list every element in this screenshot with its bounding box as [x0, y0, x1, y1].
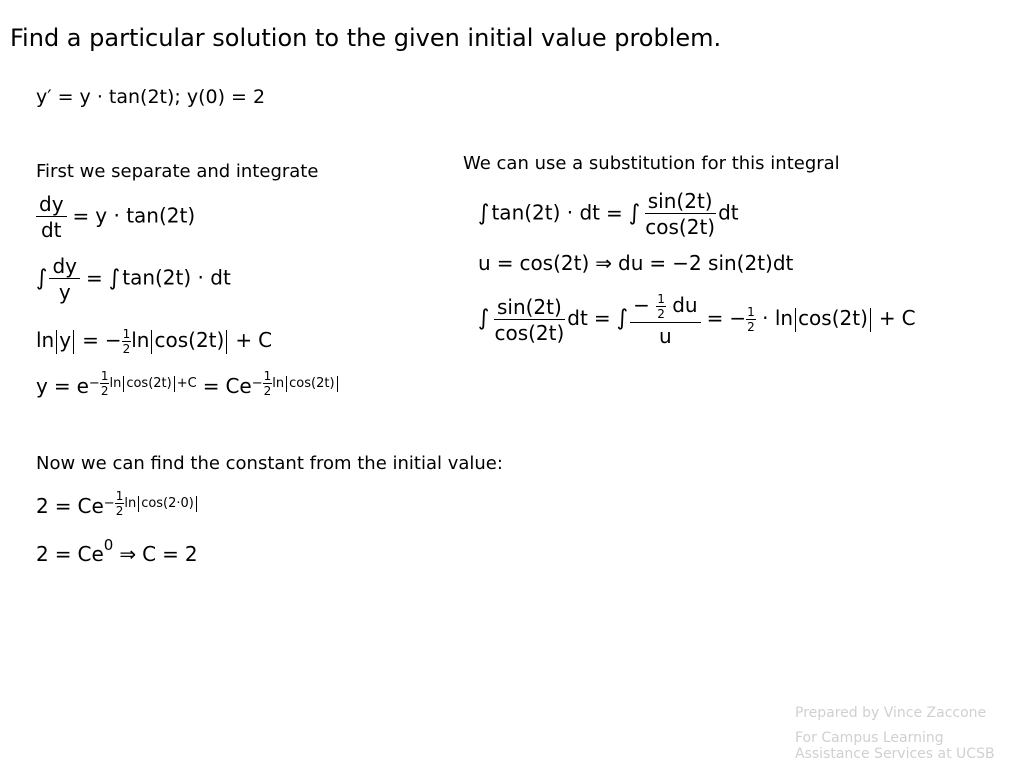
equation-ln-y: ln y = − $\frac{1}{2}$ ln cos(2t) + C — [36, 327, 273, 356]
equation-tan-integral: ∫ tan(2t) · dt = ∫ $\frac{\sin(2t)}{\cos(2t)}$ dt — [478, 189, 739, 239]
equation-constant-result: $2 = Ce^0$ ⇒ C = 2 — [36, 536, 198, 566]
prepared-by: Prepared by Vince Zaccone — [795, 705, 987, 721]
equation-y-exponential: $y = e^{- \frac{1}{2} ln cos(2t) +C} = Ce^{- \frac{1}{2} ln cos(2t)}$ — [36, 376, 340, 403]
equation-initial-value: $2 = Ce^{- \frac{1}{2} ln cos(2\cdot 0)}$ — [36, 496, 199, 523]
for-line-2: Assistance Services at UCSB — [795, 746, 995, 762]
equation-dy-dt: $\frac{dy}{dt}$ = y · tan(2t) — [36, 194, 195, 240]
problem-title: Find a particular solution to the given initial value problem. — [10, 24, 722, 52]
constant-label: Now we can find the constant from the initial value: — [36, 453, 503, 474]
for-line-1: For Campus Learning — [795, 730, 944, 746]
equation-substitution: u = cos(2t) ⇒ du = −2 sin(2t)dt — [478, 251, 794, 275]
substitution-label: We can use a substitution for this integral — [463, 153, 840, 174]
equation-integral-separated: ∫ $\frac{dy}{y}$ = ∫ tan(2t) · dt — [36, 254, 231, 304]
equation-substituted-integral: ∫ $\frac{\sin(2t)}{\cos(2t)}$ dt = ∫ − $\frac{1}{2}$ du u = − $\frac{1}{2}$ · ln cos(2t) + C — [478, 292, 916, 348]
problem-statement: y′ = y · tan(2t); y(0) = 2 — [36, 86, 266, 108]
separate-label: First we separate and integrate — [36, 161, 319, 182]
